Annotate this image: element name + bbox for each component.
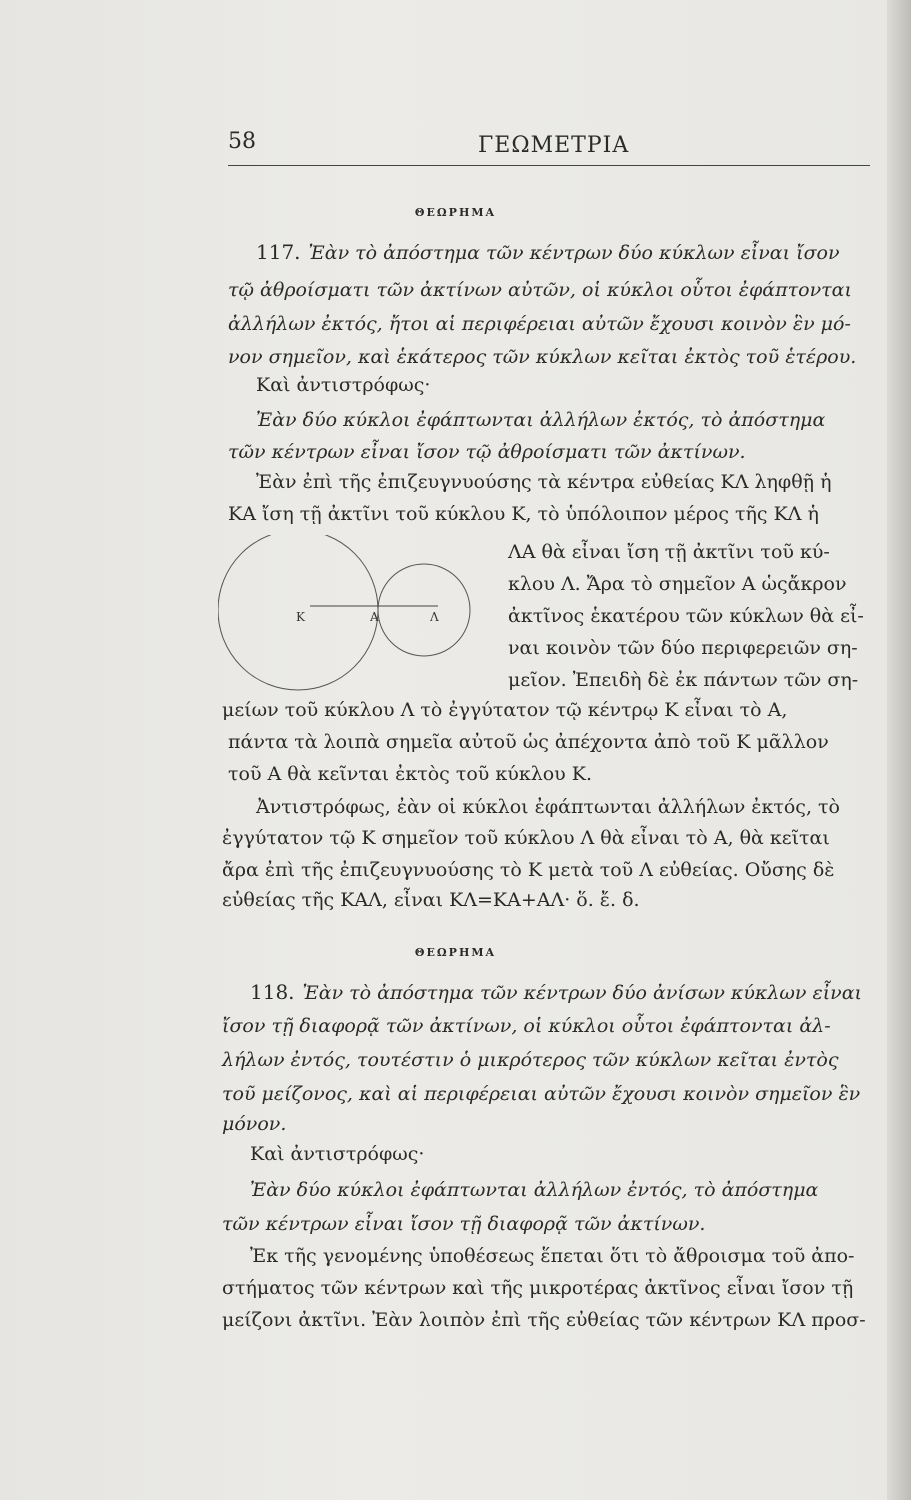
tangent-circles-figure — [218, 535, 496, 695]
converse-line: Ἐὰν δύο κύκλοι ἐφάπτωνται ἀλλήλων ἐντός, τὸ ἀπόστημα — [250, 1179, 819, 1201]
theorem-statement-line: νον σημεῖον, καὶ ἑκάτερος τῶν κύκλων κεῖται ἐκτὸς τοῦ ἑτέρου. — [228, 346, 857, 368]
proof-line: Ἐὰν ἐπὶ τῆς ἐπιζευγνυούσης τὰ κέντρα εὐθείας ΚΛ ληφθῇ ἡ — [256, 471, 832, 493]
converse-label: Καὶ ἀντιστρόφως· — [256, 374, 431, 396]
theorem-statement-line: τοῦ μείζονος, καὶ αἱ περιφέρειαι αὐτῶν ἔχουσι κοινὸν σημεῖον ἓν — [222, 1083, 861, 1105]
header-rule — [228, 165, 870, 166]
label-a: Α — [370, 610, 379, 624]
theorem-statement-line: λήλων ἐντός, τουτέστιν ὁ μικρότερος τῶν κύκλων κεῖται ἐντὸς — [222, 1049, 839, 1071]
proof-line: μείζονι ἀκτῖνι. Ἐὰν λοιπὸν ἐπὶ τῆς εὐθείας τῶν κέντρων ΚΛ προσ- — [222, 1309, 866, 1331]
label-k: Κ — [296, 610, 305, 624]
page-header — [228, 125, 870, 171]
proof-line: ΚΑ ἴση τῇ ἀκτῖνι τοῦ κύκλου Κ, τὸ ὑπόλοιπον μέρος τῆς ΚΛ ἡ — [228, 503, 819, 525]
theorem-number: 117. — [256, 240, 301, 264]
proof-line: πάντα τὰ λοιπὰ σημεῖα αὐτοῦ ὡς ἀπέχοντα ἀπὸ τοῦ Κ μᾶλλον — [228, 731, 829, 753]
figure-svg — [218, 535, 496, 695]
converse-line: Ἐὰν δύο κύκλοι ἐφάπτωνται ἀλλήλων ἐκτός, τὸ ἀπόστημα — [256, 409, 826, 431]
theorem-statement-line: μόνον. — [222, 1113, 287, 1135]
theorem-statement-line: τῷ ἀθροίσματι τῶν ἀκτίνων αὐτῶν, οἱ κύκλοι οὗτοι ἐφάπτονται — [228, 279, 852, 301]
theorem-heading: ΘΕΩΡΗΜΑ — [414, 946, 497, 959]
running-title: ΓΕΩΜΕΤΡΙΑ — [478, 133, 630, 158]
proof-line: Ἐκ τῆς γενομένης ὑποθέσεως ἕπεται ὅτι τὸ ἄθροισμα τοῦ ἀπο- — [250, 1245, 855, 1267]
proof-line: μεῖον. Ἐπειδὴ δὲ ἐκ πάντων τῶν ση- — [508, 669, 859, 691]
page-number: 58 — [228, 129, 256, 154]
theorem-number: 118. — [250, 980, 295, 1004]
converse-line: τῶν κέντρων εἶναι ἴσον τῷ ἀθροίσματι τῶν ἀκτίνων. — [228, 441, 746, 463]
proof-line: κλου Λ. Ἄρα τὸ σημεῖον Α ὡςἄκρον — [508, 573, 847, 595]
proof-line: ναι κοινὸν τῶν δύο περιφερειῶν ση- — [508, 637, 858, 659]
converse-line: τῶν κέντρων εἶναι ἴσον τῇ διαφορᾷ τῶν ἀκτίνων. — [222, 1213, 706, 1235]
theorem-heading: ΘΕΩΡΗΜΑ — [414, 206, 497, 219]
proof-line: Ἀντιστρόφως, ἐὰν οἱ κύκλοι ἐφάπτωνται ἀλλήλων ἐκτός, τὸ — [256, 796, 840, 818]
proof-line: ΛΑ θὰ εἶναι ἴση τῇ ἀκτῖνι τοῦ κύ- — [508, 541, 830, 563]
converse-label: Καὶ ἀντιστρόφως· — [250, 1143, 425, 1165]
proof-line: εὐθείας τῆς ΚΑΛ, εἶναι ΚΛ=ΚΑ+ΑΛ· ὅ. ἔ. δ. — [222, 889, 640, 911]
proof-line: μείων τοῦ κύκλου Λ τὸ ἐγγύτατον τῷ κέντρῳ Κ εἶναι τὸ Α, — [222, 699, 788, 721]
label-l: Λ — [430, 610, 439, 624]
circle-l — [378, 564, 470, 656]
theorem-statement-line: ἀλλήλων ἐκτός, ἤτοι αἱ περιφέρειαι αὐτῶν ἔχουσι κοινὸν ἓν μό- — [228, 313, 851, 335]
theorem-statement-line: ἴσον τῇ διαφορᾷ τῶν ἀκτίνων, οἱ κύκλοι οὗτοι ἐφάπτονται ἀλ- — [222, 1015, 831, 1037]
proof-line: ἀκτῖνος ἑκατέρου τῶν κύκλων θὰ εἶ- — [508, 605, 864, 627]
proof-line: ἐγγύτατον τῷ Κ σημεῖον τοῦ κύκλου Λ θὰ εἶναι τὸ Α, θὰ κεῖται — [222, 827, 830, 849]
proof-line: τοῦ Α θὰ κεῖνται ἐκτὸς τοῦ κύκλου Κ. — [228, 763, 593, 785]
proof-line: ἄρα ἐπὶ τῆς ἐπιζευγνυούσης τὸ Κ μετὰ τοῦ Λ εὐθείας. Οὔσης δὲ — [222, 859, 835, 881]
page-edge — [887, 0, 911, 1500]
theorem-statement-line: 117. Ἐὰν τὸ ἀπόστημα τῶν κέντρων δύο κύκλων εἶναι ἴσον — [256, 240, 840, 264]
theorem-statement-line: 118. Ἐὰν τὸ ἀπόστημα τῶν κέντρων δύο ἀνίσων κύκλων εἶναι — [250, 980, 862, 1004]
proof-line: στήματος τῶν κέντρων καὶ τῆς μικροτέρας ἀκτῖνος εἶναι ἴσον τῇ — [222, 1277, 854, 1299]
